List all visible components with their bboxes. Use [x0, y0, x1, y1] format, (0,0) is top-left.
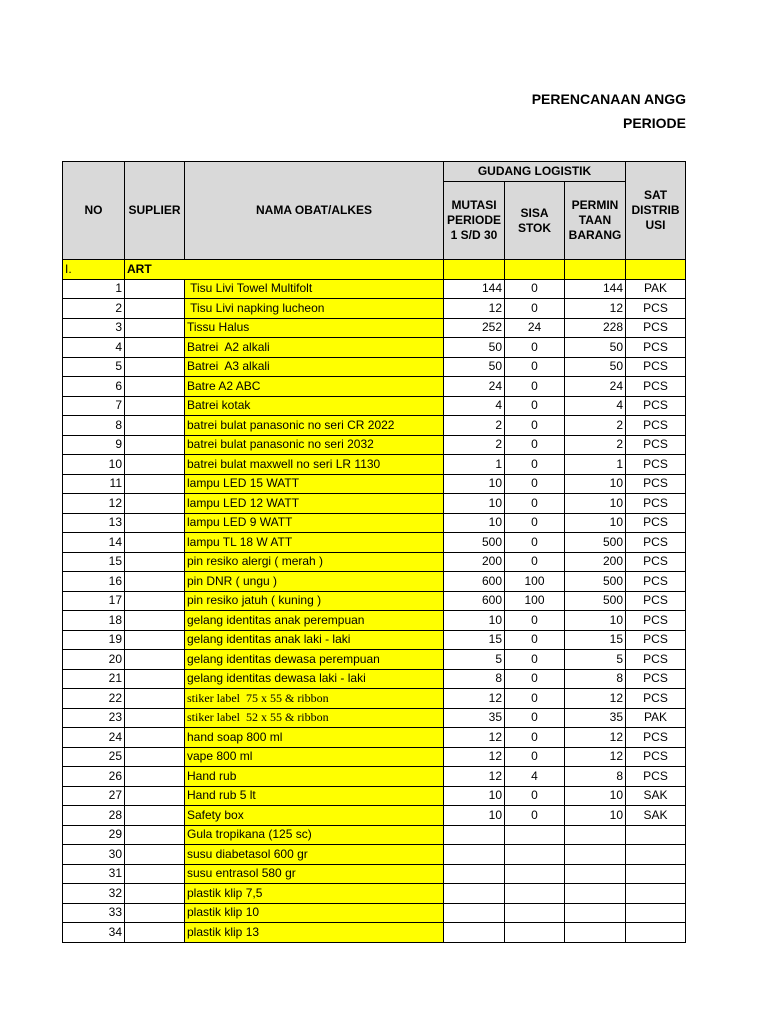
cell-permintaan: 10: [565, 513, 626, 533]
cell-permintaan: 1: [565, 455, 626, 475]
cell-permintaan: 228: [565, 318, 626, 338]
table-row: [63, 435, 686, 455]
cell-nama: stiker label 52 x 55 & ribbon: [185, 708, 444, 728]
cell-no: 21: [63, 669, 125, 689]
cell-sat: SAK: [626, 806, 686, 826]
cell-sat: PCS: [626, 318, 686, 338]
cell-suplier: [125, 630, 185, 650]
cell-no: 4: [63, 338, 125, 358]
cell-permintaan: [565, 903, 626, 923]
cell-no: 23: [63, 708, 125, 728]
cell-sisa-stok: [505, 825, 565, 845]
cell-no: 33: [63, 903, 125, 923]
table-row: [63, 767, 686, 787]
cell-sat: PCS: [626, 513, 686, 533]
cell-suplier: [125, 767, 185, 787]
cell-nama: hand soap 800 ml: [185, 728, 444, 748]
cell-sisa-stok: 0: [505, 338, 565, 358]
cell-sisa-stok: 0: [505, 299, 565, 319]
cell-suplier: [125, 435, 185, 455]
section-cell: [505, 260, 565, 280]
cell-no: 13: [63, 513, 125, 533]
cell-suplier: [125, 845, 185, 865]
cell-sisa-stok: 4: [505, 767, 565, 787]
table-row: [63, 338, 686, 358]
cell-no: 9: [63, 435, 125, 455]
cell-no: 2: [63, 299, 125, 319]
table-row: [63, 845, 686, 865]
cell-no: 31: [63, 864, 125, 884]
cell-no: 5: [63, 357, 125, 377]
cell-mutasi: 10: [444, 786, 505, 806]
cell-suplier: [125, 552, 185, 572]
cell-sisa-stok: 0: [505, 786, 565, 806]
table-row: [63, 708, 686, 728]
cell-suplier: [125, 279, 185, 299]
cell-permintaan: 10: [565, 494, 626, 514]
cell-sat: [626, 903, 686, 923]
cell-permintaan: 2: [565, 416, 626, 436]
table-row: [63, 786, 686, 806]
cell-sat: PCS: [626, 591, 686, 611]
table-row: [63, 689, 686, 709]
cell-no: 6: [63, 377, 125, 397]
table-row: [63, 669, 686, 689]
header-gudang-logistik: GUDANG LOGISTIK: [444, 162, 626, 182]
table-row: [63, 572, 686, 592]
cell-nama: lampu TL 18 W ATT: [185, 533, 444, 553]
cell-mutasi: 2: [444, 435, 505, 455]
cell-permintaan: 10: [565, 806, 626, 826]
cell-sisa-stok: 0: [505, 708, 565, 728]
cell-mutasi: 5: [444, 650, 505, 670]
cell-suplier: [125, 338, 185, 358]
table-row: [63, 318, 686, 338]
cell-mutasi: 50: [444, 357, 505, 377]
cell-no: 29: [63, 825, 125, 845]
cell-sisa-stok: 0: [505, 279, 565, 299]
cell-suplier: [125, 728, 185, 748]
cell-suplier: [125, 650, 185, 670]
cell-no: 15: [63, 552, 125, 572]
cell-nama: lampu LED 12 WATT: [185, 494, 444, 514]
cell-nama: Batrei A2 alkali: [185, 338, 444, 358]
cell-sisa-stok: 0: [505, 552, 565, 572]
cell-mutasi: [444, 903, 505, 923]
cell-sisa-stok: 0: [505, 435, 565, 455]
cell-sisa-stok: [505, 903, 565, 923]
cell-sat: PCS: [626, 396, 686, 416]
cell-no: 26: [63, 767, 125, 787]
cell-sat: [626, 884, 686, 904]
cell-suplier: [125, 747, 185, 767]
table-row: [63, 630, 686, 650]
cell-mutasi: 12: [444, 747, 505, 767]
cell-nama: plastik klip 10: [185, 903, 444, 923]
cell-nama: batrei bulat maxwell no seri LR 1130: [185, 455, 444, 475]
cell-permintaan: 500: [565, 533, 626, 553]
header-sisa-stok: SISA STOK: [505, 182, 565, 260]
cell-suplier: [125, 494, 185, 514]
table-row: [63, 923, 686, 943]
logistics-table: [62, 161, 686, 943]
cell-mutasi: 600: [444, 591, 505, 611]
cell-sisa-stok: 0: [505, 533, 565, 553]
cell-nama: batrei bulat panasonic no seri 2032: [185, 435, 444, 455]
cell-permintaan: [565, 884, 626, 904]
cell-suplier: [125, 396, 185, 416]
cell-sat: PCS: [626, 435, 686, 455]
table-row: [63, 864, 686, 884]
cell-sat: PCS: [626, 377, 686, 397]
cell-mutasi: [444, 825, 505, 845]
cell-mutasi: 35: [444, 708, 505, 728]
table-row: [63, 377, 686, 397]
cell-permintaan: [565, 864, 626, 884]
table-row: [63, 533, 686, 553]
cell-suplier: [125, 513, 185, 533]
cell-suplier: [125, 923, 185, 943]
cell-suplier: [125, 357, 185, 377]
cell-no: 11: [63, 474, 125, 494]
cell-mutasi: 12: [444, 728, 505, 748]
cell-mutasi: 12: [444, 689, 505, 709]
table-row: [63, 513, 686, 533]
cell-sat: PCS: [626, 416, 686, 436]
cell-nama: Safety box: [185, 806, 444, 826]
cell-mutasi: 8: [444, 669, 505, 689]
cell-suplier: [125, 455, 185, 475]
table-row: [63, 825, 686, 845]
table-row: [63, 357, 686, 377]
cell-sisa-stok: 0: [505, 494, 565, 514]
cell-no: 28: [63, 806, 125, 826]
section-number: I.: [63, 260, 125, 280]
cell-suplier: [125, 591, 185, 611]
cell-no: 19: [63, 630, 125, 650]
cell-permintaan: [565, 923, 626, 943]
cell-permintaan: 2: [565, 435, 626, 455]
cell-mutasi: 144: [444, 279, 505, 299]
cell-permintaan: 10: [565, 786, 626, 806]
cell-sat: PCS: [626, 611, 686, 631]
cell-nama: susu entrasol 580 gr: [185, 864, 444, 884]
cell-mutasi: 600: [444, 572, 505, 592]
cell-mutasi: [444, 884, 505, 904]
cell-suplier: [125, 864, 185, 884]
table-row: [63, 611, 686, 631]
cell-sat: PCS: [626, 299, 686, 319]
cell-permintaan: 4: [565, 396, 626, 416]
cell-mutasi: 12: [444, 299, 505, 319]
cell-suplier: [125, 903, 185, 923]
cell-suplier: [125, 416, 185, 436]
cell-sisa-stok: 0: [505, 396, 565, 416]
cell-permintaan: 12: [565, 689, 626, 709]
cell-permintaan: 12: [565, 747, 626, 767]
cell-no: 27: [63, 786, 125, 806]
cell-permintaan: 5: [565, 650, 626, 670]
cell-sat: PCS: [626, 650, 686, 670]
cell-sat: [626, 923, 686, 943]
cell-sat: PCS: [626, 494, 686, 514]
cell-permintaan: 50: [565, 357, 626, 377]
cell-no: 32: [63, 884, 125, 904]
cell-mutasi: 10: [444, 513, 505, 533]
section-cell: [626, 260, 686, 280]
cell-sisa-stok: 24: [505, 318, 565, 338]
cell-nama: Hand rub: [185, 767, 444, 787]
cell-permintaan: 500: [565, 572, 626, 592]
cell-sat: [626, 825, 686, 845]
cell-no: 24: [63, 728, 125, 748]
cell-suplier: [125, 611, 185, 631]
cell-suplier: [125, 708, 185, 728]
table-row: [63, 747, 686, 767]
cell-nama: gelang identitas anak laki - laki: [185, 630, 444, 650]
cell-nama: batrei bulat panasonic no seri CR 2022: [185, 416, 444, 436]
cell-permintaan: 50: [565, 338, 626, 358]
cell-permintaan: 8: [565, 767, 626, 787]
cell-nama: Tisu Livi Towel Multifolt: [185, 279, 444, 299]
cell-mutasi: 500: [444, 533, 505, 553]
cell-no: 22: [63, 689, 125, 709]
cell-sisa-stok: 0: [505, 669, 565, 689]
cell-sisa-stok: 0: [505, 513, 565, 533]
cell-sisa-stok: 0: [505, 611, 565, 631]
cell-sat: SAK: [626, 786, 686, 806]
header-permintaan: PERMIN TAAN BARANG: [565, 182, 626, 260]
cell-permintaan: 15: [565, 630, 626, 650]
cell-mutasi: 4: [444, 396, 505, 416]
cell-no: 16: [63, 572, 125, 592]
cell-nama: lampu LED 9 WATT: [185, 513, 444, 533]
cell-sisa-stok: [505, 864, 565, 884]
header-no: NO: [63, 162, 125, 260]
cell-no: 14: [63, 533, 125, 553]
cell-sat: PCS: [626, 767, 686, 787]
cell-permintaan: 10: [565, 611, 626, 631]
table-row: [63, 494, 686, 514]
table-row: [63, 806, 686, 826]
cell-sat: PCS: [626, 728, 686, 748]
cell-sat: PAK: [626, 279, 686, 299]
cell-sisa-stok: 0: [505, 630, 565, 650]
cell-sat: [626, 845, 686, 865]
cell-no: 3: [63, 318, 125, 338]
cell-mutasi: 10: [444, 611, 505, 631]
cell-nama: Batrei A3 alkali: [185, 357, 444, 377]
cell-sisa-stok: 0: [505, 455, 565, 475]
cell-permintaan: 12: [565, 728, 626, 748]
cell-sisa-stok: 0: [505, 416, 565, 436]
cell-sisa-stok: 0: [505, 377, 565, 397]
section-cell: [565, 260, 626, 280]
cell-permintaan: [565, 825, 626, 845]
cell-nama: gelang identitas dewasa perempuan: [185, 650, 444, 670]
cell-sat: PCS: [626, 533, 686, 553]
cell-sat: PCS: [626, 747, 686, 767]
cell-mutasi: 10: [444, 474, 505, 494]
cell-nama: gelang identitas dewasa laki - laki: [185, 669, 444, 689]
table-row: [63, 279, 686, 299]
cell-permintaan: 12: [565, 299, 626, 319]
cell-mutasi: 1: [444, 455, 505, 475]
cell-no: 34: [63, 923, 125, 943]
cell-mutasi: 10: [444, 806, 505, 826]
table-row: [63, 455, 686, 475]
cell-nama: stiker label 75 x 55 & ribbon: [185, 689, 444, 709]
table-row: [63, 903, 686, 923]
table-row: [63, 416, 686, 436]
cell-nama: Gula tropikana (125 sc): [185, 825, 444, 845]
cell-nama: vape 800 ml: [185, 747, 444, 767]
cell-sat: PCS: [626, 338, 686, 358]
cell-nama: plastik klip 13: [185, 923, 444, 943]
cell-sisa-stok: 100: [505, 591, 565, 611]
cell-permintaan: [565, 845, 626, 865]
cell-sat: PCS: [626, 455, 686, 475]
cell-no: 12: [63, 494, 125, 514]
cell-no: 25: [63, 747, 125, 767]
header-suplier: SUPLIER: [125, 162, 185, 260]
table-row: [63, 299, 686, 319]
cell-sisa-stok: 100: [505, 572, 565, 592]
cell-no: 1: [63, 279, 125, 299]
cell-sat: PCS: [626, 630, 686, 650]
table-row: [63, 650, 686, 670]
cell-sisa-stok: [505, 884, 565, 904]
cell-sat: PCS: [626, 689, 686, 709]
cell-mutasi: 10: [444, 494, 505, 514]
cell-suplier: [125, 377, 185, 397]
section-cell: [444, 260, 505, 280]
cell-suplier: [125, 299, 185, 319]
cell-no: 7: [63, 396, 125, 416]
cell-sat: [626, 864, 686, 884]
header-sat-distribusi: SAT DISTRIB USI: [626, 162, 686, 260]
cell-suplier: [125, 825, 185, 845]
cell-sisa-stok: 0: [505, 474, 565, 494]
cell-no: 10: [63, 455, 125, 475]
cell-sisa-stok: 0: [505, 689, 565, 709]
cell-nama: pin resiko jatuh ( kuning ): [185, 591, 444, 611]
cell-nama: Batrei kotak: [185, 396, 444, 416]
cell-permintaan: 200: [565, 552, 626, 572]
document-title: PERENCANAAN ANGG: [531, 91, 686, 107]
cell-nama: pin DNR ( ungu ): [185, 572, 444, 592]
cell-no: 17: [63, 591, 125, 611]
cell-mutasi: 252: [444, 318, 505, 338]
cell-permintaan: 35: [565, 708, 626, 728]
cell-permintaan: 10: [565, 474, 626, 494]
cell-suplier: [125, 572, 185, 592]
cell-mutasi: [444, 923, 505, 943]
cell-nama: pin resiko alergi ( merah ): [185, 552, 444, 572]
cell-nama: Tisu Livi napking lucheon: [185, 299, 444, 319]
cell-nama: lampu LED 15 WATT: [185, 474, 444, 494]
cell-sisa-stok: 0: [505, 806, 565, 826]
cell-suplier: [125, 786, 185, 806]
cell-nama: Tissu Halus: [185, 318, 444, 338]
cell-sat: PAK: [626, 708, 686, 728]
cell-nama: gelang identitas anak perempuan: [185, 611, 444, 631]
section-name: ART: [125, 260, 444, 280]
table-row: [63, 591, 686, 611]
table-row: [63, 552, 686, 572]
table-row: [63, 884, 686, 904]
cell-sisa-stok: 0: [505, 728, 565, 748]
cell-nama: Batre A2 ABC: [185, 377, 444, 397]
cell-permintaan: 8: [565, 669, 626, 689]
cell-sat: PCS: [626, 669, 686, 689]
cell-mutasi: 15: [444, 630, 505, 650]
table-row: [63, 728, 686, 748]
cell-no: 20: [63, 650, 125, 670]
header-nama: NAMA OBAT/ALKES: [185, 162, 444, 260]
cell-suplier: [125, 806, 185, 826]
cell-sat: PCS: [626, 474, 686, 494]
cell-nama: susu diabetasol 600 gr: [185, 845, 444, 865]
cell-sisa-stok: 0: [505, 357, 565, 377]
cell-nama: plastik klip 7,5: [185, 884, 444, 904]
cell-permintaan: 144: [565, 279, 626, 299]
cell-mutasi: 24: [444, 377, 505, 397]
cell-permintaan: 500: [565, 591, 626, 611]
cell-suplier: [125, 474, 185, 494]
cell-sat: PCS: [626, 572, 686, 592]
cell-suplier: [125, 689, 185, 709]
table-body: [63, 260, 686, 943]
table-row: [63, 396, 686, 416]
table-row: [63, 474, 686, 494]
cell-sisa-stok: [505, 845, 565, 865]
cell-no: 30: [63, 845, 125, 865]
cell-nama: Hand rub 5 lt: [185, 786, 444, 806]
cell-sisa-stok: 0: [505, 747, 565, 767]
document-period: PERIODE: [622, 115, 686, 131]
cell-sat: PCS: [626, 552, 686, 572]
cell-no: 8: [63, 416, 125, 436]
cell-suplier: [125, 533, 185, 553]
cell-no: 18: [63, 611, 125, 631]
cell-sisa-stok: [505, 923, 565, 943]
cell-mutasi: 2: [444, 416, 505, 436]
cell-suplier: [125, 669, 185, 689]
cell-mutasi: [444, 845, 505, 865]
cell-sisa-stok: 0: [505, 650, 565, 670]
cell-suplier: [125, 318, 185, 338]
cell-mutasi: 12: [444, 767, 505, 787]
header-mutasi: MUTASI PERIODE 1 S/D 30: [444, 182, 505, 260]
cell-permintaan: 24: [565, 377, 626, 397]
cell-sat: PCS: [626, 357, 686, 377]
section-row: [63, 260, 686, 280]
cell-mutasi: 200: [444, 552, 505, 572]
cell-mutasi: 50: [444, 338, 505, 358]
cell-suplier: [125, 884, 185, 904]
cell-mutasi: [444, 864, 505, 884]
